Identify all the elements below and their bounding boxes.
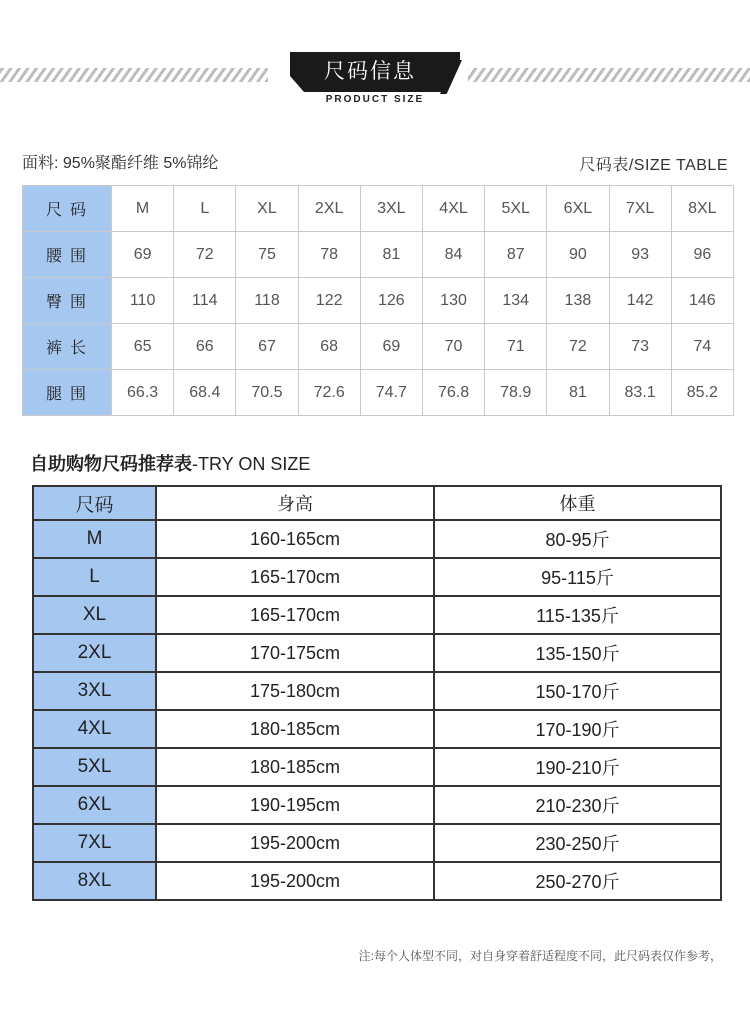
size-table-cell: 138: [547, 278, 609, 324]
recommend-height: 175-180cm: [156, 672, 434, 710]
recommend-size: 6XL: [33, 786, 156, 824]
size-table-cell: 75: [236, 232, 298, 278]
size-table-cell: 71: [485, 324, 547, 370]
recommend-row: [33, 634, 721, 672]
row-label: 腿围: [23, 370, 112, 416]
size-table-cell: 84: [422, 232, 484, 278]
size-table-cell: 3XL: [360, 186, 422, 232]
size-table-cell: 66: [174, 324, 236, 370]
size-table-cell: 83.1: [609, 370, 671, 416]
size-table-cell: 70: [422, 324, 484, 370]
size-table-cell: 8XL: [671, 186, 733, 232]
recommend-row: [33, 824, 721, 862]
size-table-cell: 78.9: [485, 370, 547, 416]
size-table-cell: 114: [174, 278, 236, 324]
recommend-weight: 115-135斤: [434, 596, 721, 634]
row-label: 臀围: [23, 278, 112, 324]
recommend-size: 4XL: [33, 710, 156, 748]
header-size: 尺码: [33, 486, 156, 520]
size-table-cell: 118: [236, 278, 298, 324]
recommend-row: [33, 710, 721, 748]
recommend-size: 8XL: [33, 862, 156, 900]
recommend-height: 190-195cm: [156, 786, 434, 824]
size-table-title: 尺码表/SIZE TABLE: [579, 157, 728, 174]
recommend-size: 7XL: [33, 824, 156, 862]
size-measurement-table: [22, 185, 734, 416]
recommend-row: [33, 672, 721, 710]
recommend-size: 2XL: [33, 634, 156, 672]
size-table-cell: 74.7: [360, 370, 422, 416]
size-table-row: [23, 186, 734, 232]
size-table-cell: 5XL: [485, 186, 547, 232]
size-table-cell: XL: [236, 186, 298, 232]
size-table-row: [23, 278, 734, 324]
size-table-cell: 65: [112, 324, 174, 370]
recommend-size: 5XL: [33, 748, 156, 786]
recommend-row: [33, 520, 721, 558]
size-table-row: [23, 232, 734, 278]
size-table-cell: 85.2: [671, 370, 733, 416]
size-table-row: [23, 324, 734, 370]
recommend-height: 180-185cm: [156, 748, 434, 786]
recommend-title: [30, 450, 310, 476]
recommend-weight: 135-150斤: [434, 634, 721, 672]
fabric-composition: 面料: 95%聚酯纤维 5%锦纶: [22, 155, 219, 172]
recommend-height: 170-175cm: [156, 634, 434, 672]
size-table-cell: 4XL: [422, 186, 484, 232]
recommend-height: 180-185cm: [156, 710, 434, 748]
size-table-cell: 67: [236, 324, 298, 370]
size-table-cell: 96: [671, 232, 733, 278]
size-table-cell: 68: [298, 324, 360, 370]
size-table-cell: 72: [547, 324, 609, 370]
size-table-cell: 69: [360, 324, 422, 370]
size-table-cell: 73: [609, 324, 671, 370]
recommend-title-cn: 自助购物尺码推荐表: [30, 454, 192, 474]
size-table-cell: 87: [485, 232, 547, 278]
recommend-weight: 250-270斤: [434, 862, 721, 900]
size-table-row: [23, 370, 734, 416]
size-table-cell: 81: [547, 370, 609, 416]
recommend-title-en: -TRY ON SIZE: [192, 454, 311, 474]
size-table-cell: 72: [174, 232, 236, 278]
size-table-cell: 68.4: [174, 370, 236, 416]
recommend-row: [33, 748, 721, 786]
recommend-row: [33, 596, 721, 634]
size-table-cell: 7XL: [609, 186, 671, 232]
recommend-header-row: [33, 486, 721, 520]
size-table-cell: 126: [360, 278, 422, 324]
size-table-cell: 122: [298, 278, 360, 324]
recommend-size: L: [33, 558, 156, 596]
header-weight: 体重: [434, 486, 721, 520]
size-table-cell: 130: [422, 278, 484, 324]
recommend-weight: 190-210斤: [434, 748, 721, 786]
recommend-row: [33, 862, 721, 900]
size-table-cell: 93: [609, 232, 671, 278]
size-table-cell: L: [174, 186, 236, 232]
row-label: 腰围: [23, 232, 112, 278]
recommend-size: XL: [33, 596, 156, 634]
size-table-cell: 6XL: [547, 186, 609, 232]
header-height: 身高: [156, 486, 434, 520]
recommend-weight: 210-230斤: [434, 786, 721, 824]
size-table-cell: 78: [298, 232, 360, 278]
row-label: 裤长: [23, 324, 112, 370]
recommend-weight: 150-170斤: [434, 672, 721, 710]
size-table-cell: M: [112, 186, 174, 232]
size-table-cell: 70.5: [236, 370, 298, 416]
recommend-weight: 170-190斤: [434, 710, 721, 748]
size-table-cell: 72.6: [298, 370, 360, 416]
size-table-cell: 76.8: [422, 370, 484, 416]
disclaimer-note: 注:每个人体型不同，对自身穿着舒适程度不同，此尺码表仅作参考，: [358, 949, 722, 963]
row-label: 尺码: [23, 186, 112, 232]
size-table-cell: 81: [360, 232, 422, 278]
size-table-cell: 134: [485, 278, 547, 324]
size-table-cell: 66.3: [112, 370, 174, 416]
recommend-height: 160-165cm: [156, 520, 434, 558]
recommend-height: 165-170cm: [156, 596, 434, 634]
recommend-size: M: [33, 520, 156, 558]
recommend-row: [33, 558, 721, 596]
recommend-height: 195-200cm: [156, 824, 434, 862]
size-table-cell: 90: [547, 232, 609, 278]
recommend-height: 165-170cm: [156, 558, 434, 596]
recommend-weight: 80-95斤: [434, 520, 721, 558]
recommend-weight: 230-250斤: [434, 824, 721, 862]
size-table-cell: 110: [112, 278, 174, 324]
size-table-cell: 146: [671, 278, 733, 324]
size-recommendation-table: [32, 485, 722, 901]
size-table-cell: 69: [112, 232, 174, 278]
page-title: 尺码信息: [324, 60, 416, 83]
recommend-size: 3XL: [33, 672, 156, 710]
size-table-cell: 2XL: [298, 186, 360, 232]
recommend-row: [33, 786, 721, 824]
decorative-hatch-right: [468, 68, 750, 82]
recommend-height: 195-200cm: [156, 862, 434, 900]
size-table-cell: 142: [609, 278, 671, 324]
recommend-weight: 95-115斤: [434, 558, 721, 596]
size-table-cell: 74: [671, 324, 733, 370]
page-subtitle: PRODUCT SIZE: [325, 94, 425, 105]
decorative-hatch-left: [0, 68, 268, 82]
